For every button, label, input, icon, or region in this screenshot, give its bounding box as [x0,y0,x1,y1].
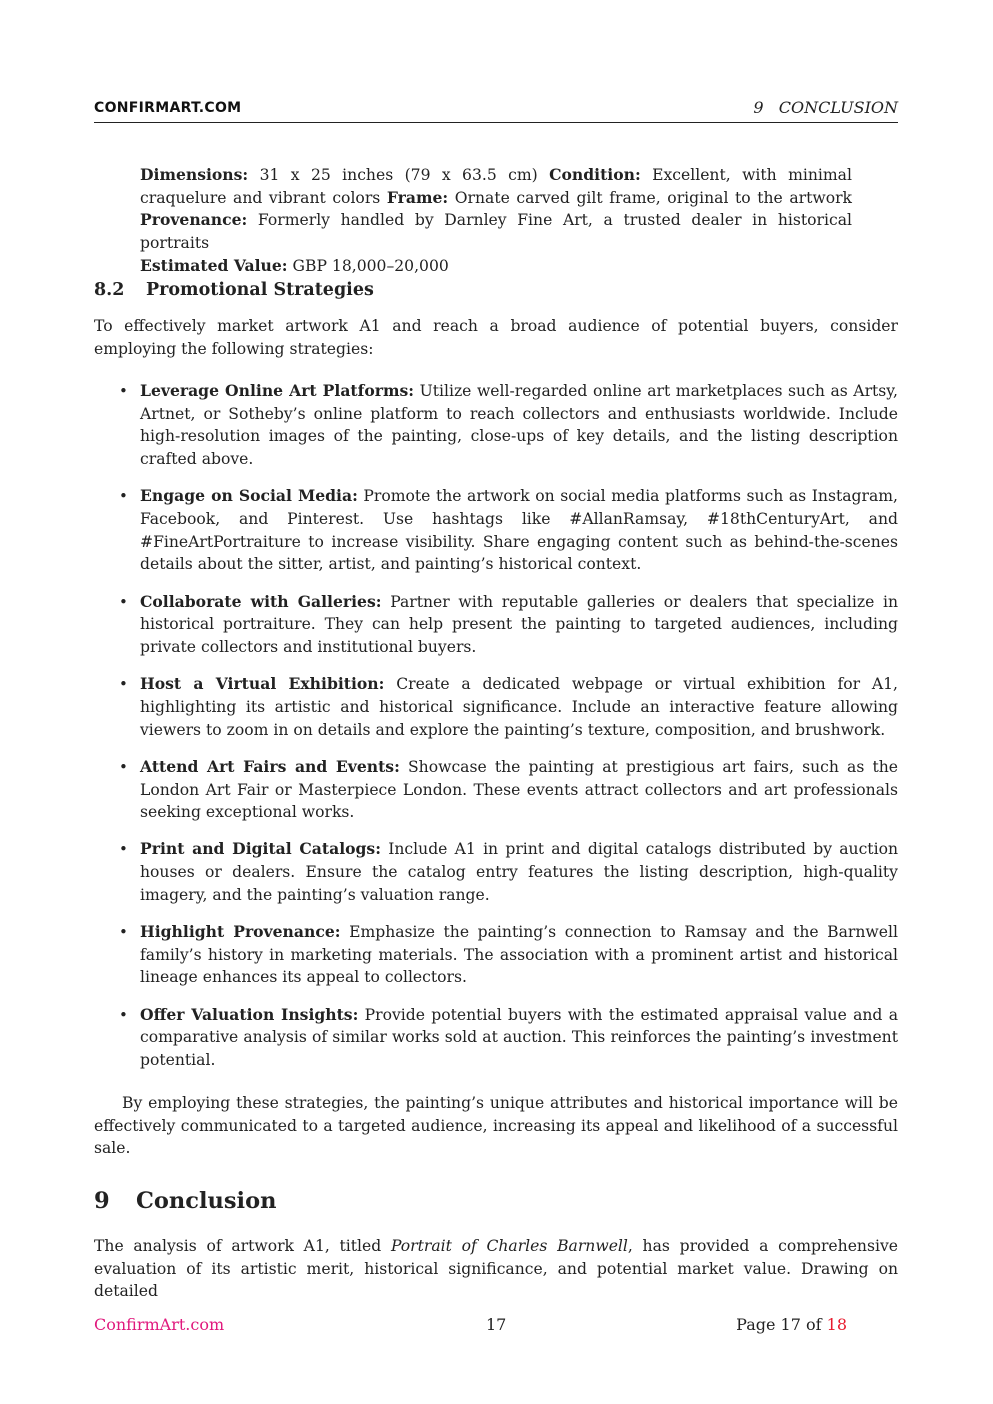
item-label: Print and Digital Catalogs: [140,839,381,859]
item-label: Attend Art Fairs and Events: [140,756,400,776]
provenance-value: Formerly handled by Darnley Fine Art, a trusted dealer in historical portraits [140,211,852,253]
running-section-title: 9 CONCLUSION [753,98,898,117]
bullet-icon: • [119,487,128,506]
conclusion-text-start: The analysis of artwork A1, titled [94,1237,391,1255]
item-label: Leverage Online Art Platforms: [140,381,414,400]
bullet-icon: • [119,1005,128,1024]
item-text: Create a dedicated webpage or virtual exhibition for A1, highlighting its artistic and historical significance. Include an interactive feature allowing viewers to zoom in on details and explore the painting’s texture, composition, and brushwork. [140,675,898,739]
section-heading-conclusion [94,1188,276,1214]
page-prefix: Page 17 of [736,1315,827,1334]
footer-site-link[interactable]: ConfirmArt.com [94,1315,225,1334]
section-number: 8.2 [94,280,125,300]
condition-value: Excellent, with minimal craquelure and vibrant colors [140,166,852,207]
bullet-icon: • [119,675,128,694]
closing-paragraph: By employing these strategies, the painting’s unique attributes and historical importance will be effectively communicated to a targeted audience, increasing its appeal and likelihood of a successful sale. [94,1094,898,1158]
item-text: Include A1 in print and digital catalogs distributed by auction houses or dealers. Ensure the catalog entry features the listing description, high-quality imagery, and the painting’s valuation range. [140,840,898,904]
item-label: Collaborate with Galleries: [140,591,382,611]
list-item [94,591,898,659]
item-text: Utilize well-regarded online art marketplaces such as Artsy, Artnet, or Sotheby’s online platform to reach collectors and enthusiasts worldwide. Include high-resolution images of the painting, close-ups of key details, and the listing description crafted above. [140,382,898,469]
bullet-icon: • [119,592,128,611]
artwork-specs [140,164,852,278]
conclusion-paragraph [94,1235,898,1303]
list-item [94,838,898,906]
bullet-icon: • [119,382,128,400]
dimensions-label: Dimensions: [140,165,249,184]
footer-page-number: 17 [486,1315,507,1334]
section-number: 9 [94,1188,110,1214]
page-header [94,98,898,123]
strategy-list [94,380,898,1086]
condition-label: Condition: [549,165,641,184]
list-item [94,673,898,741]
last-page-link[interactable]: 18 [826,1315,847,1334]
item-label: Highlight Provenance: [140,922,341,942]
item-text: Emphasize the painting’s connection to Ramsay and the Barnwell family’s history in marketing materials. The association with a prominent artist and historical lineage enhances its appeal to collectors. [140,923,898,987]
item-text: Promote the artwork on social media platforms such as Instagram, Facebook, and Pinterest. Use hashtags like #AllanRamsay, #18thCenturyArt, and #FineArtPortraiture to increase visibility. Share engaging content such as behind-the-scenes details about the sitter, artist, and painting’s historical context. [140,487,898,574]
estimated-value: GBP 18,000–20,000 [292,256,449,275]
list-item [94,1004,898,1072]
footer-page-count [736,1315,847,1334]
section-heading-promotional-strategies [94,280,374,300]
item-text: Partner with reputable galleries or dealers that specialize in historical portraiture. They can help present the painting to targeted audiences, including private collectors and institutional buyers. [140,592,899,657]
dimensions-value: 31 x 25 inches (79 x 63.5 cm) [259,166,538,184]
list-item [94,485,898,576]
bullet-icon: • [119,840,128,859]
section-intro: To effectively market artwork A1 and reach a broad audience of potential buyers, consider employing the following strategies: [94,317,898,358]
list-item [94,756,898,824]
list-item [94,380,898,471]
section-title: Promotional Strategies [146,280,374,300]
bullet-icon: • [119,923,128,942]
site-logo: CONFIRMART.COM [94,100,242,116]
estimated-value-label: Estimated Value: [140,255,288,275]
artwork-title: Portrait of Charles Barnwell [390,1237,628,1255]
frame-label: Frame: [386,187,449,207]
item-label: Offer Valuation Insights: [140,1004,359,1024]
section-title: Conclusion [136,1188,277,1214]
item-text: Provide potential buyers with the estimated appraisal value and a comparative analysis of similar works sold at auction. This reinforces the painting’s investment potential. [140,1005,898,1070]
provenance-label: Provenance: [140,210,248,230]
list-item [94,921,898,989]
bullet-icon: • [119,757,128,776]
item-label: Engage on Social Media: [140,486,358,506]
item-text: Showcase the painting at prestigious art fairs, such as the London Art Fair or Masterpiece London. These events attract collectors and art professionals seeking exceptional works. [140,757,899,822]
conclusion-text-end: , has provided a comprehensive evaluation of its artistic merit, historical significance, and potential market value. Drawing on detailed [94,1237,899,1301]
frame-value: Ornate carved gilt frame, original to the artwork [454,188,852,207]
item-label: Host a Virtual Exhibition: [140,674,385,694]
